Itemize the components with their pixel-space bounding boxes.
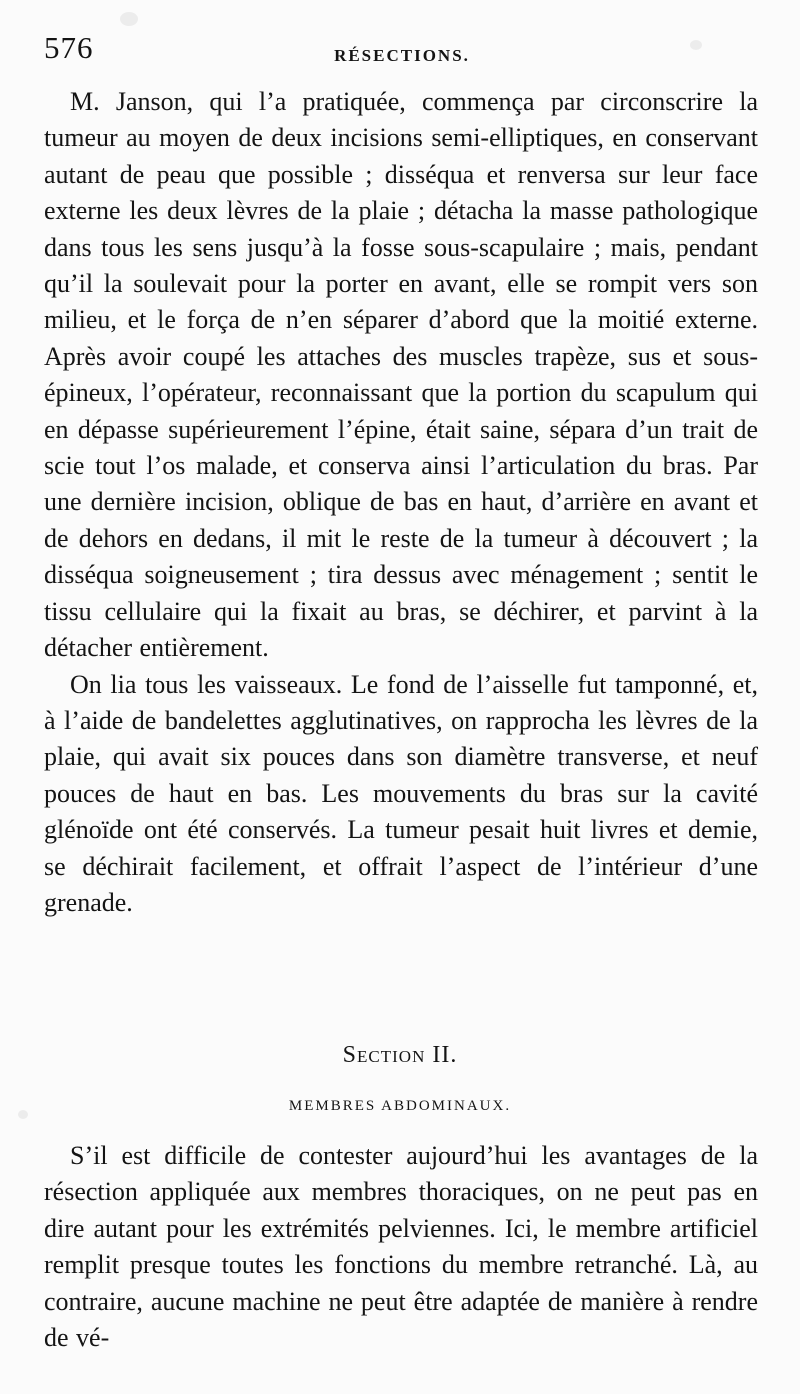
paragraph-abdominal-members: S’il est difficile de contester aujourd’hui les avantages de la résection appliquée aux membres thoraciques, on ne peut pas en dire autant pour les extrémités pelviennes. Ici, le membre artificiel remplit presque toutes les fonctions du membre retranché. Là, au contraire, aucune machine ne peut être adaptée de manière à rendre de vé- — [44, 1141, 758, 1353]
paragraph-outcome: On lia tous les vaisseaux. Le fond de l’aisselle fut tamponné, et, à l’aide de bandelettes agglutinatives, on rapprocha les lèvres de la plaie, qui avait six pouces dans son diamètre transverse, et neuf pouces de haut en bas. Les mouvements du bras sur la cavité glénoïde ont été conservés. La tumeur pesait huit livres et demie, se déchirait facilement, et offrait l’aspect de l’intérieur d’une grenade. — [44, 669, 758, 917]
paragraph-operation: M. Janson, qui l’a pratiquée, commença par circonscrire la tumeur au moyen de deux incisions semi-elliptiques, en conservant autant de peau que possible ; disséqua et renversa sur leur face externe les deux lèvres de la plaie ; détacha la masse pathologique dans tous les sens jusqu’à la fosse sous-scapulaire ; mais, pendant qu’il la soulevait pour la porter en avant, elle se rompit vers son milieu, et le força de n’en séparer d’abord que la moitié externe. Après avoir coupé les attaches des muscles trapèze, sus et sous-épineux, l’opérateur, reconnaissant que la portion du scapulum qui en dépasse supérieurement l’épine, était saine, sépara d’un trait de scie tout l’os malade, et conserva ainsi l’articulation du bras. Par une dernière incision, oblique de bas en haut, d’arrière en avant et de dehors en dedans, il mit le reste de la tumeur à découvert ; la disséqua soigneusement ; tira dessus avec ménagement ; sentit le tissu cellulaire qui la fixait au bras, se déchirer, et parvint à la détacher entièrement. — [44, 87, 758, 663]
paper-stain — [120, 12, 138, 26]
running-head: RÉSECTIONS. — [334, 46, 470, 65]
section-subtitle: MEMBRES ABDOMINAUX. — [288, 1098, 512, 1114]
page-header — [44, 30, 760, 74]
text-block-upper — [44, 84, 758, 921]
section-title: Section II. — [342, 1042, 458, 1068]
page-number: 576 — [44, 30, 94, 65]
text-block-lower — [44, 1138, 758, 1356]
